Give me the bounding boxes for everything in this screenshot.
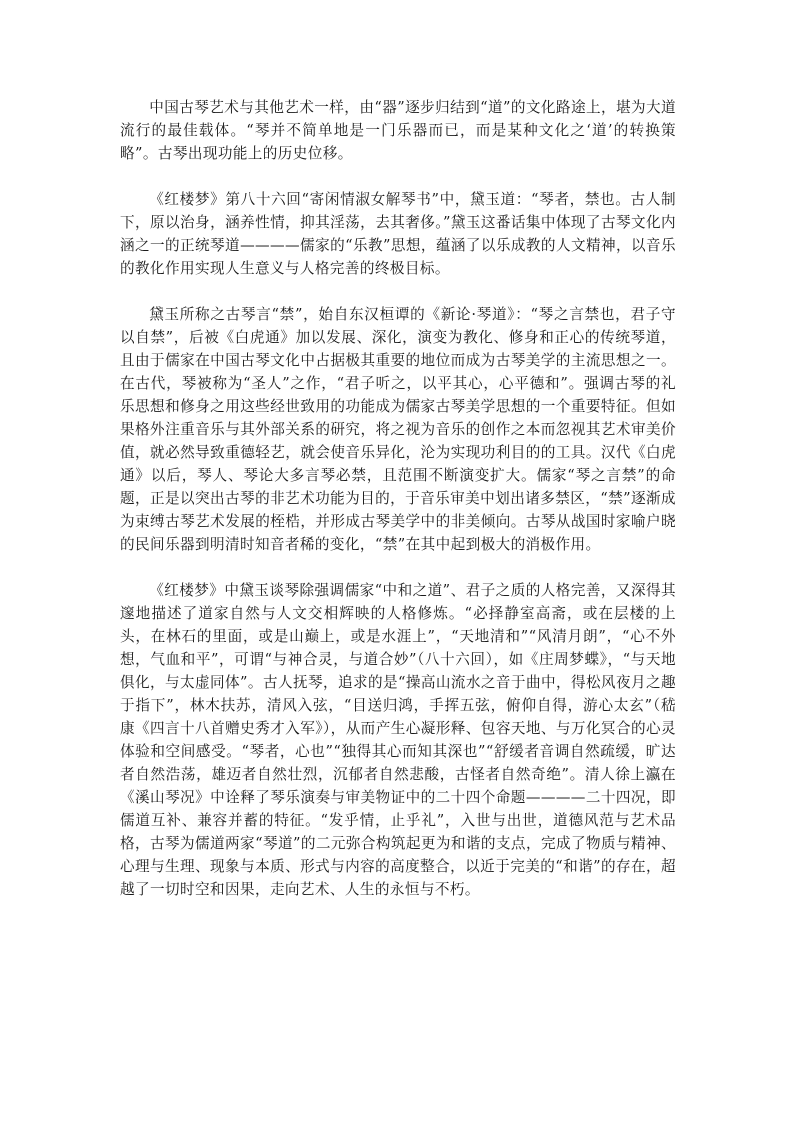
paragraph-4: 《红楼梦》中黛玉谈琴除强调儒家“中和之道”、君子之质的人格完善，又深得其邃地描述了道家自然与人文交相辉映的人格修炼。“必择静室高斋，或在层楼的上头，在林石的里面，或是山巅上，或是水涯上”，“天地清和”“风清月朗”，“心不外想，气血和平”，可谓“与神合灵，与道合妙”（八十六回），如《庄周梦蝶》，“与天地俱化，与太虚同体”。古人抚琴，追求的是“操高山流水之音于曲中，得松风夜月之趣于指下”，林木扶苏，清风入弦，“目送归鸿，手挥五弦，俯仰自得，游心太玄”（嵇康《四言十八首赠史秀才入军》），从而产生心凝形释、包容天地、与万化冥合的心灵体验和空间感受。“琴者，心也”“独得其心而知其深也”“舒缓者音调自然疏缓，旷达者自然浩荡，雄迈者自然壮烈，沉郁者自然悲酸，古怪者自然奇绝”。清人徐上瀛在《溪山琴况》中诠释了琴乐演奏与审美物证中的二十四个命题————二十四况，即儒道互补、兼容并蓄的特征。“发乎情，止乎礼”，入世与出世，道德风范与艺术品格，古琴为儒道两家“琴道”的二元弥合构筑起更为和谐的支点，完成了物质与精神、心理与生理、现象与本质、形式与内容的高度整合，以近于完美的“和谐”的存在，超越了一切时空和因果，走向艺术、人生的永恒与不朽。 — [120, 582, 676, 898]
paragraph-2: 《红楼梦》第八十六回“寄闲情淑女解琴书”中，黛玉道：“琴者，禁也。古人制下，原以治身，涵养性情，抑其淫荡，去其奢侈。”黛玉这番话集中体现了古琴文化内涵之一的正统琴道————儒家的“乐教”思想，蕴涵了以乐成教的人文精神，以音乐的教化作用实现人生意义与人格完善的终极目标。 — [120, 191, 676, 277]
paragraph-1: 中国古琴艺术与其他艺术一样，由“器”逐步归结到“道”的文化路途上，堪为大道流行的最佳载体。“琴并不简单地是一门乐器而已，而是某种文化之‘道’的转换策略”。古琴出现功能上的历史位移。 — [120, 99, 676, 162]
paragraph-3: 黛玉所称之古琴言“禁”，始自东汉桓谭的《新论·琴道》：“琴之言禁也，君子守以自禁”，后被《白虎通》加以发展、深化，演变为教化、修身和正心的传统琴道，且由于儒家在中国古琴文化中占据极其重要的地位而成为古琴美学的主流思想之一。在古代，琴被称为“圣人”之作，“君子听之，以平其心，心平德和”。强调古琴的礼乐思想和修身之用这些经世致用的功能成为儒家古琴美学思想的一个重要特征。但如果格外注重音乐与其外部关系的研究，将之视为音乐的创作之本而忽视其艺术审美价值，就必然导致重德轻艺，就会使音乐异化，沦为实现功利目的的工具。汉代《白虎通》以后，琴人、琴论大多言琴必禁，且范围不断演变扩大。儒家“琴之言禁”的命题，正是以突出古琴的非艺术功能为目的，于音乐审美中划出诸多禁区，“禁”逐渐成为束缚古琴艺术发展的桎梏，并形成古琴美学中的非美倾向。古琴从战国时家喻户晓的民间乐器到明清时知音者稀的变化，“禁”在其中起到极大的消极作用。 — [120, 306, 676, 553]
document-page — [120, 96, 676, 901]
